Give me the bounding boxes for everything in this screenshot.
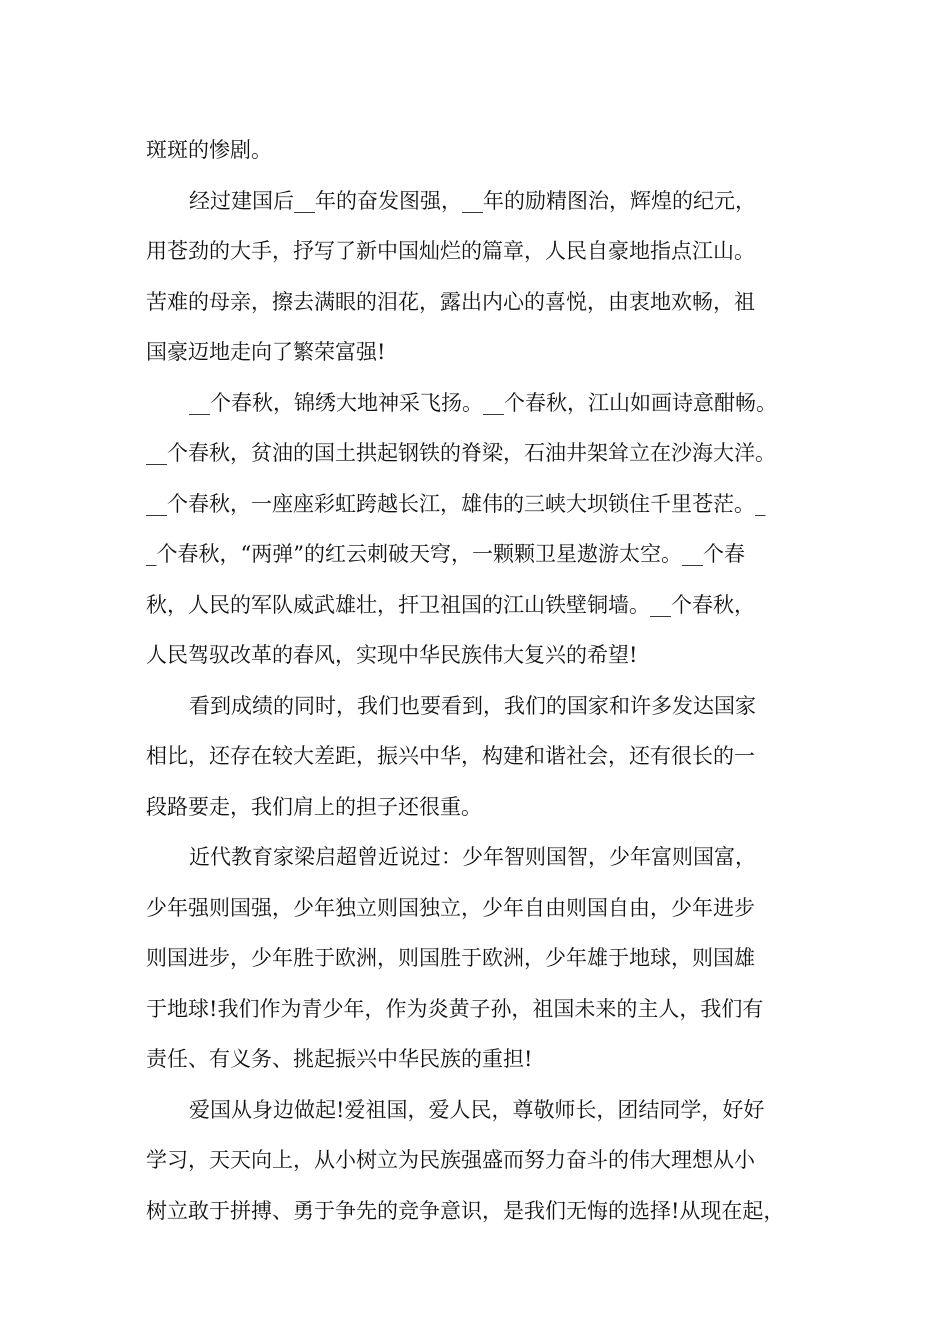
text-line: 近代教育家梁启超曾近说过：少年智则国智，少年富则国富， (189, 845, 756, 869)
text-line: 经过建国后__年的奋发图强，__年的励精图治，辉煌的纪元， (189, 189, 756, 213)
text-line: 相比，还存在较大差距，振兴中华，构建和谐社会，还有很长的一 (146, 744, 755, 768)
text-line: 秋，人民的军队威武雄壮，扞卫祖国的江山铁壁铜墙。__个春秋， (146, 593, 755, 617)
text-line: 爱国从身边做起!爱祖国，爱人民，尊敬师长，团结同学，好好 (189, 1098, 765, 1122)
text-line: 责任、有义务、挑起振兴中华民族的重担! (146, 1047, 533, 1071)
text-line: __个春秋，贫油的国土拱起钢铁的脊梁，石油井架耸立在沙海大洋。 (146, 441, 776, 465)
text-line: 斑斑的惨剧。 (146, 138, 272, 162)
text-line: 苦难的母亲，擦去满眼的泪花，露出内心的喜悦，由衷地欢畅，祖 (146, 290, 755, 314)
text-line: 学习，天天向上，从小树立为民族强盛而努力奋斗的伟大理想从小 (146, 1148, 755, 1172)
text-line: 段路要走，我们肩上的担子还很重。 (146, 795, 482, 819)
text-line: __个春秋，锦绣大地神采飞扬。__个春秋，江山如画诗意酣畅。 (189, 391, 777, 415)
text-line: 树立敢于拼搏、勇于争先的竞争意识，是我们无悔的选择!从现在起， (146, 1199, 785, 1223)
text-line: 用苍劲的大手，抒写了新中国灿烂的篇章，人民自豪地指点江山。 (146, 239, 755, 263)
text-line: _个春秋，“两弹”的红云刺破天穹，一颗颗卫星遨游太空。__个春 (146, 542, 745, 566)
text-line: 则国进步，少年胜于欧洲，则国胜于欧洲，少年雄于地球，则国雄 (146, 946, 755, 970)
text-line: __个春秋，一座座彩虹跨越长江，雄伟的三峡大坝锁住千里苍茫。_ (146, 492, 766, 516)
text-line: 国豪迈地走向了繁荣富强! (146, 340, 386, 364)
text-line: 少年强则国强，少年独立则国独立，少年自由则国自由，少年进步 (146, 896, 755, 920)
text-line: 于地球!我们作为青少年，作为炎黄子孙，祖国未来的主人，我们有 (146, 997, 764, 1021)
text-line: 看到成绩的同时，我们也要看到，我们的国家和许多发达国家 (189, 694, 756, 718)
text-line: 人民驾驭改革的春风，实现中华民族伟大复兴的希望! (146, 643, 638, 667)
